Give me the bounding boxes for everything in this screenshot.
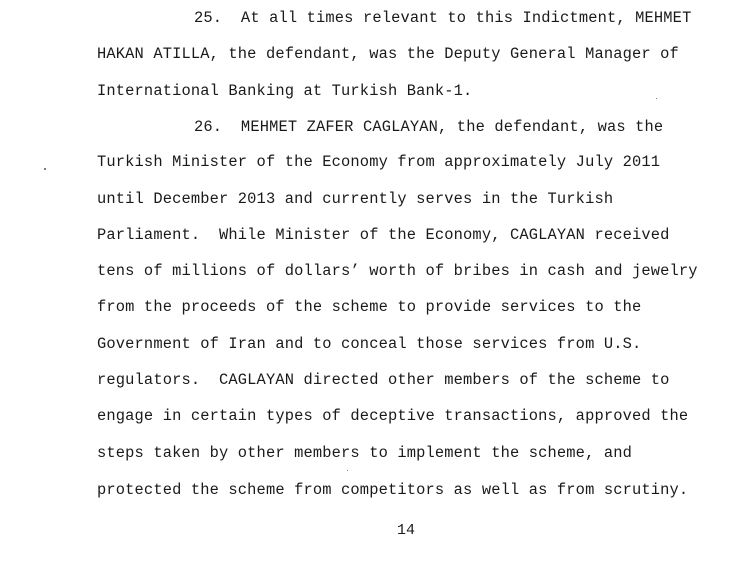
text-line: 26. MEHMET ZAFER CAGLAYAN, the defendant, was the xyxy=(194,118,664,136)
text-line: regulators. CAGLAYAN directed other members of the scheme to xyxy=(97,371,670,389)
text-line: engage in certain types of deceptive transactions, approved the xyxy=(97,407,689,425)
text-line: International Banking at Turkish Bank-1. xyxy=(97,82,473,100)
page-number: 14 xyxy=(397,522,416,539)
text-line: until December 2013 and currently serves in the Turkish xyxy=(97,190,614,208)
text-line: Turkish Minister of the Economy from approximately July 2011 xyxy=(97,153,661,171)
text-line: 25. At all times relevant to this Indictment, MEHMET xyxy=(194,9,692,27)
text-line: HAKAN ATILLA, the defendant, was the Deputy General Manager of xyxy=(97,45,679,63)
text-line: protected the scheme from competitors as well as from scrutiny. xyxy=(97,481,689,499)
text-line: tens of millions of dollars’ worth of bribes in cash and jewelry xyxy=(97,262,698,280)
text-line: Parliament. While Minister of the Economy, CAGLAYAN received xyxy=(97,226,670,244)
text-line: Government of Iran and to conceal those services from U.S. xyxy=(97,335,642,353)
scan-speck xyxy=(44,168,46,170)
text-line: from the proceeds of the scheme to provide services to the xyxy=(97,298,642,316)
scan-speck xyxy=(347,470,348,471)
text-line: steps taken by other members to implement the scheme, and xyxy=(97,444,632,462)
scan-speck xyxy=(656,98,657,99)
